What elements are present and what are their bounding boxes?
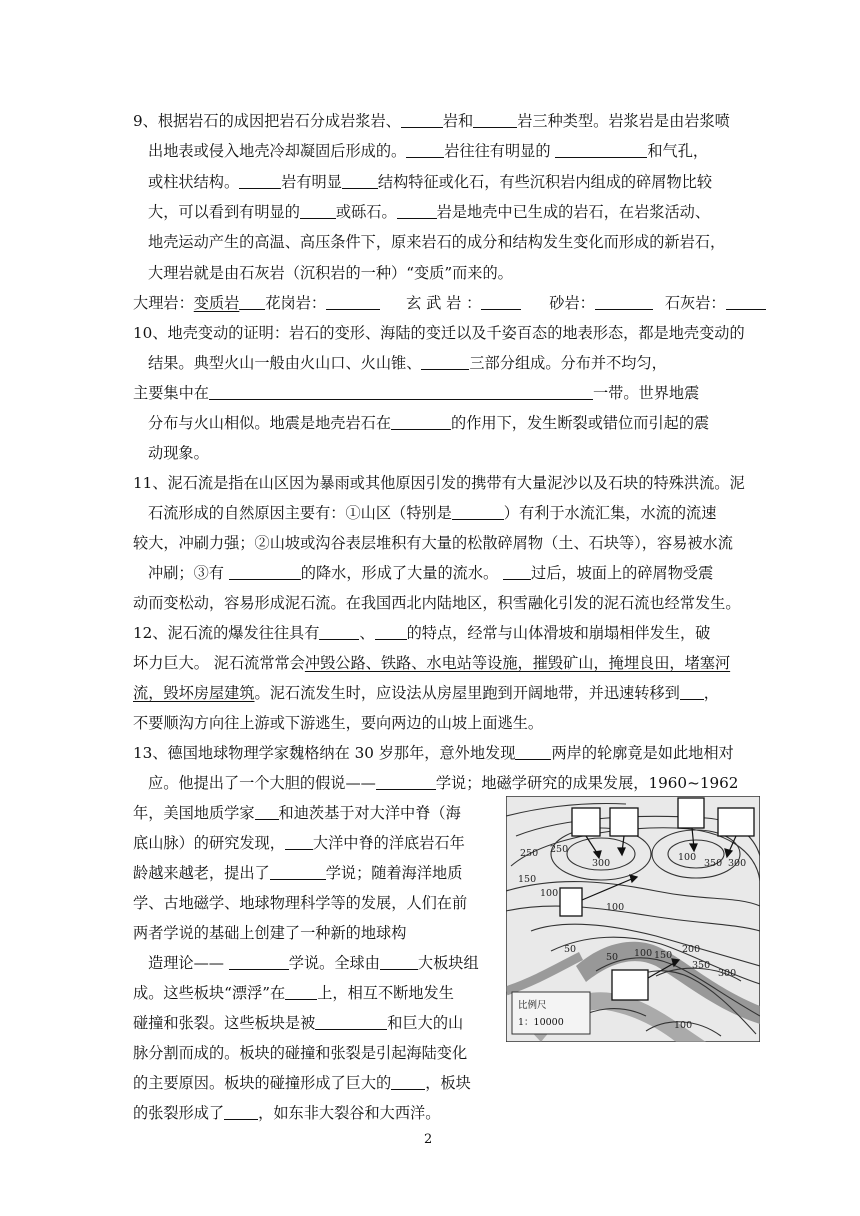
q13-line-12: 的主要原因。板块的碰撞形成了巨大的 ，板块: [133, 1074, 471, 1092]
answer-blank[interactable]: [209, 383, 593, 400]
q9-line-3: 或柱状结构。 岩有明显 结构特征或化石，有些沉积岩内组成的碎屑物比较: [148, 173, 712, 191]
contour-label: 50: [564, 944, 577, 955]
answer-blank[interactable]: [285, 983, 317, 1000]
answer-blank[interactable]: [376, 773, 436, 790]
answer-blank[interactable]: [391, 413, 451, 430]
answer-blank[interactable]: [239, 293, 265, 310]
answer-blank[interactable]: [229, 563, 301, 580]
q13-line-9: 成。这些板块“漂浮”在 上，相互不断地发生: [133, 984, 454, 1002]
q10-line-2: 结果。典型火山一般由火山口、火山锥、 三部分组成。分布并不均匀，: [148, 354, 667, 372]
q13-line-6: 学、古地磁学、地球物理科学等的发展，人们在前: [133, 894, 468, 912]
contour-label: 300: [728, 858, 747, 869]
answer-blank[interactable]: [481, 293, 521, 310]
answer-blank[interactable]: [515, 743, 551, 760]
answer-blank[interactable]: [300, 202, 336, 219]
answer-blank[interactable]: [224, 1103, 258, 1120]
rock-type-line: 大理岩：变质岩 花岗岩： 玄 武 岩 ： 砂岩： 石灰岩：: [133, 292, 766, 314]
q11-line-2: 石流形成的自然原因主要有：①山区（特别是 ）有利于水流汇集，水流的流速: [148, 504, 717, 522]
contour-label: 150: [654, 950, 673, 961]
answer-box[interactable]: [678, 798, 704, 828]
answer-blank[interactable]: [326, 293, 380, 310]
q13-line-5: 龄越来越老，提出了 学说；随着海洋地质: [133, 864, 463, 882]
answer-blank[interactable]: [315, 1013, 387, 1030]
q9-line-5: 地壳运动产生的高温、高压条件下，原来岩石的成分和结构发生变化而形成的新岩石，: [148, 233, 726, 251]
q13-line-7: 两者学说的基础上创建了一种新的地球构: [133, 924, 407, 942]
contour-map: [506, 796, 760, 1042]
answer-blank[interactable]: [726, 293, 766, 310]
page-number: 2: [424, 1132, 433, 1147]
answer-blank[interactable]: [406, 141, 444, 158]
contour-label: 350: [692, 960, 711, 971]
contour-label: 350: [704, 858, 723, 869]
q13-line-4: 底山脉）的研究发现， 大洋中脊的洋底岩石年: [133, 834, 465, 852]
q13-line-13: 的张裂形成了 ，如东非大裂谷和大西洋。: [133, 1104, 441, 1122]
contour-label: 100: [606, 902, 625, 913]
answer-blank[interactable]: [239, 172, 281, 189]
q13-line-1: 13、德国地球物理学家魏格纳在 30 岁那年，意外地发现 两岸的轮廓竟是如此地相对: [133, 744, 734, 762]
answer-blank[interactable]: [421, 353, 469, 370]
q10-line-4: 分布与火山相似。地震是地壳岩石在 的作用下，发生断裂或错位而引起的震: [148, 414, 710, 432]
q9-line-4: 大，可以看到有明显的 或砾石。 岩是地壳中已生成的岩石，在岩浆活动、: [148, 203, 710, 221]
answer-blank[interactable]: [401, 111, 443, 128]
q11-line-5: 动而变松动，容易形成泥石流。在我国西北内陆地区，积雪融化引发的泥石流也经常发生。: [133, 594, 741, 612]
q11-line-1: 11、泥石流是指在山区因为暴雨或其他原因引发的携带有大量泥沙以及石块的特殊洪流。泥: [133, 474, 745, 492]
q12-line-3: 流，毁坏房屋建筑。泥石流发生时，应设法从房屋里跑到开阔地带，并迅速转移到 ，: [133, 684, 719, 702]
contour-label: 100: [540, 888, 559, 899]
answer-blank[interactable]: [595, 293, 653, 310]
q11-line-4: 冲刷；③有 的降水，形成了大量的流水。 过后，坡面上的碎屑物受震: [148, 564, 714, 582]
contour-label: 250: [520, 848, 539, 859]
answer-box[interactable]: [718, 808, 754, 836]
scale-title: 比例尺: [518, 1000, 547, 1011]
contour-label: 50: [606, 952, 619, 963]
q10-line-5: 动现象。: [148, 444, 209, 462]
q12-line-1: 12、泥石流的爆发往往具有 、 的特点，经常与山体滑坡和崩塌相伴发生，破: [133, 624, 711, 642]
answer-blank[interactable]: [397, 202, 437, 219]
answer-blank[interactable]: [229, 953, 289, 970]
contour-label: 100: [678, 852, 697, 863]
q10-line-1: 10、地壳变动的证明：岩石的变形、海陆的变迁以及千姿百态的地表形态，都是地壳变动的: [133, 324, 745, 342]
contour-label: 100: [674, 1020, 693, 1031]
contour-label: 250: [550, 844, 569, 855]
q12-line-2: 坏力巨大。 泥石流常常会冲毁公路、铁路、水电站等设施，摧毁矿山，掩埋良田，堵塞河: [133, 654, 731, 672]
answer-box[interactable]: [612, 970, 648, 1000]
q11-line-3: 较大，冲刷力强；②山坡或沟谷表层堆积有大量的松散碎屑物（土、石块等），容易被水流: [133, 534, 733, 552]
q13-line-8: 造理论—— 学说。全球由 大板块组: [148, 954, 479, 972]
q12-line-4: 不要顺沟方向往上游或下游逃生，要向两边的山坡上面逃生。: [133, 714, 544, 732]
q9-line-1: 9、根据岩石的成因把岩石分成岩浆岩、 岩和 岩三种类型。岩浆岩是由岩浆喷: [133, 112, 730, 130]
contour-label: 150: [518, 874, 537, 885]
answer-blank[interactable]: [380, 953, 418, 970]
answer-box[interactable]: [560, 888, 582, 916]
q9-line-6: 大理岩就是由石灰岩（沉积岩的一种）“变质”而来的。: [148, 264, 513, 282]
q10-line-3: 主要集中在 一带。世界地震: [133, 384, 700, 402]
contour-label: 300: [718, 968, 737, 979]
answer-blank[interactable]: [319, 623, 359, 640]
answer-blank[interactable]: [680, 683, 704, 700]
answer-box[interactable]: [610, 808, 638, 836]
answer-blank[interactable]: [555, 141, 647, 158]
q13-line-2: 应。他提出了一个大胆的假说—— 学说；地磁学研究的成果发展，1960~1962: [148, 774, 739, 792]
answer-blank[interactable]: [391, 1073, 425, 1090]
answer-blank[interactable]: [270, 863, 326, 880]
answer-blank[interactable]: [503, 563, 531, 580]
answer-blank[interactable]: [255, 803, 279, 820]
q9-line-2: 出地表或侵入地壳冷却凝固后形成的。 岩往往有明显的 和气孔，: [148, 142, 709, 160]
answer-blank[interactable]: [473, 111, 517, 128]
q13-line-3: 年，美国地质学家 和迪茨基于对大洋中脊（海: [133, 804, 461, 822]
answer-blank[interactable]: [452, 503, 504, 520]
answer-blank[interactable]: [342, 172, 378, 189]
contour-label: 100: [634, 948, 653, 959]
contour-label: 200: [682, 944, 701, 955]
q13-line-11: 脉分割而成的。板块的碰撞和张裂是引起海陆变化: [133, 1044, 468, 1062]
q13-line-10: 碰撞和张裂。这些板块是被 和巨大的山: [133, 1014, 464, 1032]
answer-blank[interactable]: [285, 833, 313, 850]
scale-value: 1：10000: [518, 1017, 564, 1028]
answer-blank[interactable]: [375, 623, 407, 640]
contour-label: 300: [592, 858, 611, 869]
answer-box[interactable]: [572, 808, 600, 836]
